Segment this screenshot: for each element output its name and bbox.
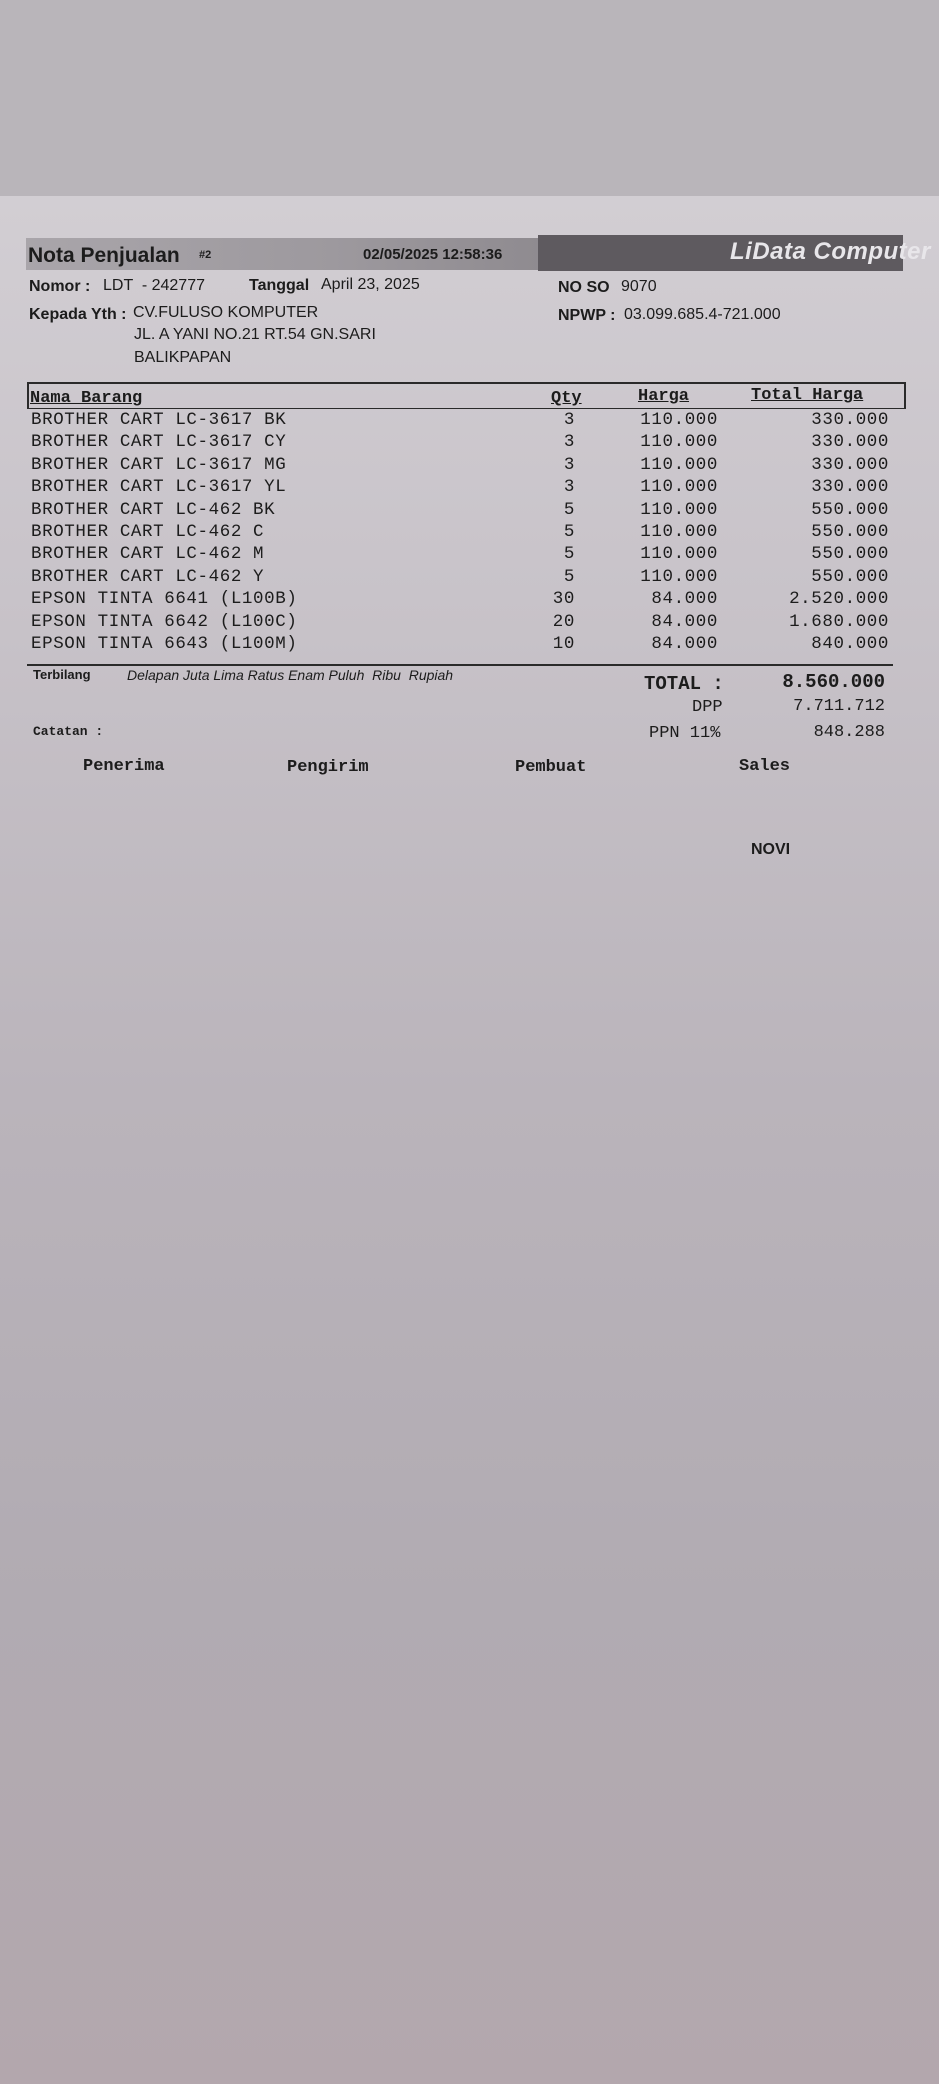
item-name: BROTHER CART LC-462 C bbox=[31, 522, 265, 542]
customer-address-line2: BALIKPAPAN bbox=[134, 349, 232, 366]
table-bottom-rule bbox=[27, 664, 893, 666]
tanggal-value: April 23, 2025 bbox=[321, 276, 420, 293]
background-top bbox=[0, 0, 939, 196]
item-price: 110.000 bbox=[640, 544, 718, 564]
company-logo: LiData Computer bbox=[730, 238, 931, 265]
noso-value: 9070 bbox=[621, 278, 657, 295]
item-price: 84.000 bbox=[651, 589, 718, 609]
terbilang-value: Delapan Juta Lima Ratus Enam Puluh Ribu Rupiah bbox=[127, 667, 454, 683]
customer-address-line1: JL. A YANI NO.21 RT.54 GN.SARI bbox=[134, 326, 376, 343]
item-price: 84.000 bbox=[651, 634, 718, 654]
signature-pengirim: Pengirim bbox=[287, 758, 369, 777]
document-title: Nota Penjualan bbox=[28, 244, 180, 267]
npwp-value: 03.099.685.4-721.000 bbox=[624, 306, 781, 323]
item-total: 330.000 bbox=[811, 477, 889, 497]
column-header-qty: Qty bbox=[551, 389, 582, 408]
noso-label: NO SO bbox=[558, 279, 610, 296]
kepada-label: Kepada Yth : bbox=[29, 306, 127, 323]
item-total: 330.000 bbox=[811, 432, 889, 452]
column-header-nama: Nama Barang bbox=[30, 389, 143, 408]
item-name: EPSON TINTA 6642 (L100C) bbox=[31, 612, 298, 632]
item-name: BROTHER CART LC-3617 YL bbox=[31, 477, 287, 497]
item-total: 550.000 bbox=[811, 500, 889, 520]
item-qty: 3 bbox=[563, 455, 575, 475]
item-total: 1.680.000 bbox=[789, 612, 889, 632]
signature-pembuat: Pembuat bbox=[515, 758, 587, 777]
catatan-label: Catatan : bbox=[33, 724, 104, 739]
item-qty: 5 bbox=[563, 544, 575, 564]
item-name: EPSON TINTA 6641 (L100B) bbox=[31, 589, 298, 609]
item-total: 550.000 bbox=[811, 567, 889, 587]
item-total: 330.000 bbox=[811, 410, 889, 430]
copy-tag: #2 bbox=[199, 249, 212, 261]
customer-name: CV.FULUSO KOMPUTER bbox=[133, 304, 319, 321]
signature-penerima: Penerima bbox=[83, 757, 165, 776]
dpp-label: DPP bbox=[692, 698, 723, 717]
item-qty: 5 bbox=[563, 500, 575, 520]
npwp-label: NPWP : bbox=[558, 307, 616, 324]
column-header-harga: Harga bbox=[638, 387, 690, 406]
item-name: BROTHER CART LC-462 Y bbox=[31, 567, 265, 587]
item-price: 110.000 bbox=[640, 500, 718, 520]
item-price: 84.000 bbox=[651, 612, 718, 632]
tanggal-label: Tanggal bbox=[249, 277, 310, 294]
item-total: 2.520.000 bbox=[789, 589, 889, 609]
item-price: 110.000 bbox=[640, 432, 718, 452]
item-qty: 3 bbox=[563, 410, 575, 430]
item-name: EPSON TINTA 6643 (L100M) bbox=[31, 634, 298, 654]
nomor-value: LDT - 242777 bbox=[103, 277, 205, 294]
column-header-total: Total Harga bbox=[751, 386, 864, 405]
terbilang-label: Terbilang bbox=[33, 667, 91, 682]
item-qty: 5 bbox=[563, 567, 575, 587]
item-name: BROTHER CART LC-3617 BK bbox=[31, 410, 287, 430]
item-total: 840.000 bbox=[811, 634, 889, 654]
item-price: 110.000 bbox=[640, 410, 718, 430]
ppn-label: PPN 11% bbox=[649, 724, 721, 743]
total-label: TOTAL : bbox=[644, 673, 724, 695]
item-name: BROTHER CART LC-462 BK bbox=[31, 500, 276, 520]
item-qty: 10 bbox=[552, 634, 575, 654]
dpp-value: 7.711.712 bbox=[793, 697, 885, 716]
total-value: 8.560.000 bbox=[782, 671, 885, 693]
item-total: 550.000 bbox=[811, 522, 889, 542]
item-name: BROTHER CART LC-462 M bbox=[31, 544, 265, 564]
item-total: 550.000 bbox=[811, 544, 889, 564]
item-total: 330.000 bbox=[811, 455, 889, 475]
item-qty: 3 bbox=[563, 477, 575, 497]
item-price: 110.000 bbox=[640, 522, 718, 542]
item-qty: 20 bbox=[552, 612, 575, 632]
item-name: BROTHER CART LC-3617 CY bbox=[31, 432, 287, 452]
item-qty: 3 bbox=[563, 432, 575, 452]
item-price: 110.000 bbox=[640, 567, 718, 587]
item-qty: 5 bbox=[563, 522, 575, 542]
ppn-value: 848.288 bbox=[813, 723, 885, 742]
signature-sales: Sales bbox=[739, 757, 791, 776]
item-qty: 30 bbox=[552, 589, 575, 609]
item-name: BROTHER CART LC-3617 MG bbox=[31, 455, 287, 475]
sales-name: NOVI bbox=[751, 841, 791, 858]
item-price: 110.000 bbox=[640, 477, 718, 497]
item-price: 110.000 bbox=[640, 455, 718, 475]
print-datetime: 02/05/2025 12:58:36 bbox=[363, 246, 503, 263]
nomor-label: Nomor : bbox=[29, 278, 91, 295]
